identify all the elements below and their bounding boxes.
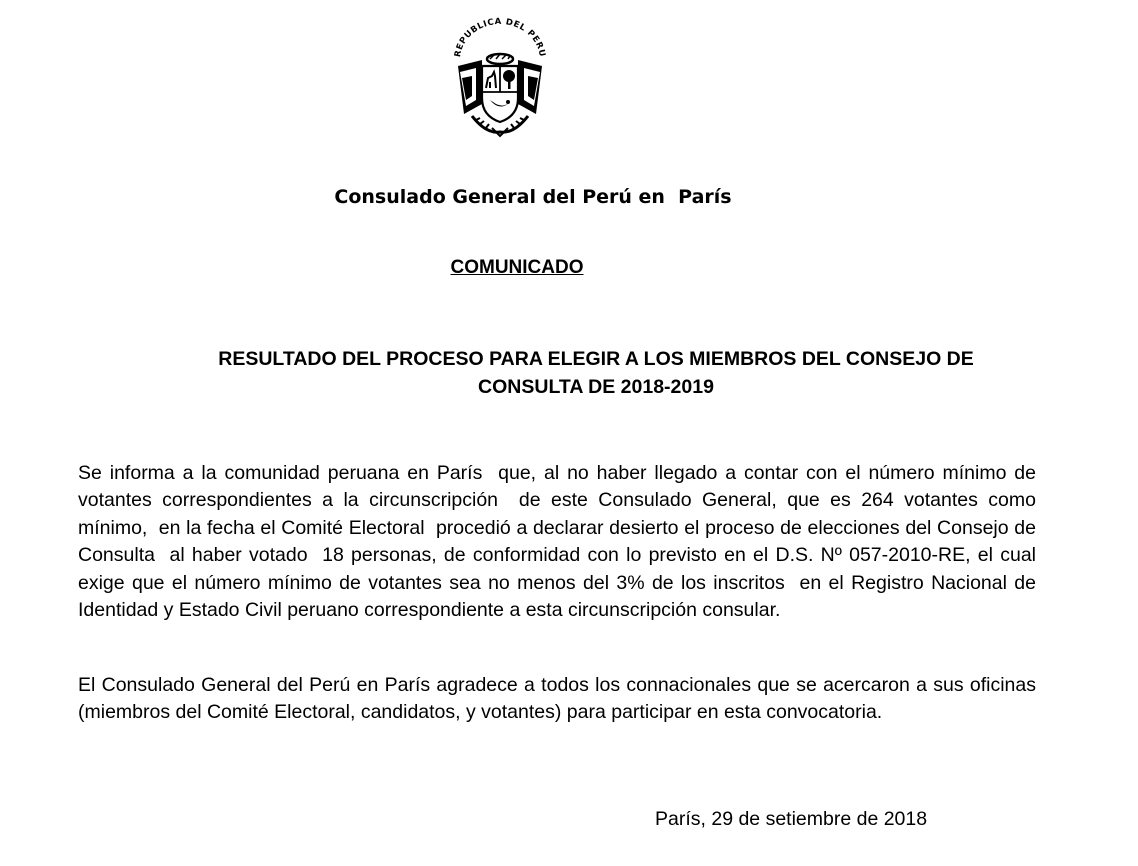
body-paragraph-1: Se informa a la comunidad peruana en París que, al no haber llegado a contar con el número mínimo de votantes correspondientes a la circunscripción de este Consulado General, que es 264 votantes como mínimo, en la fecha el Comité Electoral procedió a declarar desierto el proceso de elecciones del Consejo de Consulta al haber votado 18 personas, de conformidad con lo previsto en el D.S. Nº 057-2010-RE, el cual exige que el número mínimo de votantes sea no menos del 3% de los inscritos en el Registro Nacional de Identidad y Estado Civil peruano correspondiente a esta circunscripción consular. [78,462,1042,622]
announcement-headline [80,345,1112,401]
peru-coat-of-arms-icon [446,16,554,140]
headline-line-1: RESULTADO DEL PROCESO PARA ELEGIR A LOS MIEMBROS DEL CONSEJO DE [218,348,974,370]
document-type-heading: COMUNICADO [450,257,584,278]
headline-line-2: CONSULTA DE 2018-2019 [478,376,714,398]
body-paragraph-2: El Consulado General del Perú en París agradece a todos los connacionales que se acercaron a sus oficinas (miembros del Comité Electoral, candidatos, y votantes) para participar en esta convocatoria. [78,674,1047,724]
dateline: París, 29 de setiembre de 2018 [655,808,928,830]
svg-text:REPUBLICA DEL PERU [453,17,547,58]
institution-name: Consulado General del Perú en París [334,186,732,208]
seal-arc-text: REPUBLICA DEL PERU [453,16,547,58]
